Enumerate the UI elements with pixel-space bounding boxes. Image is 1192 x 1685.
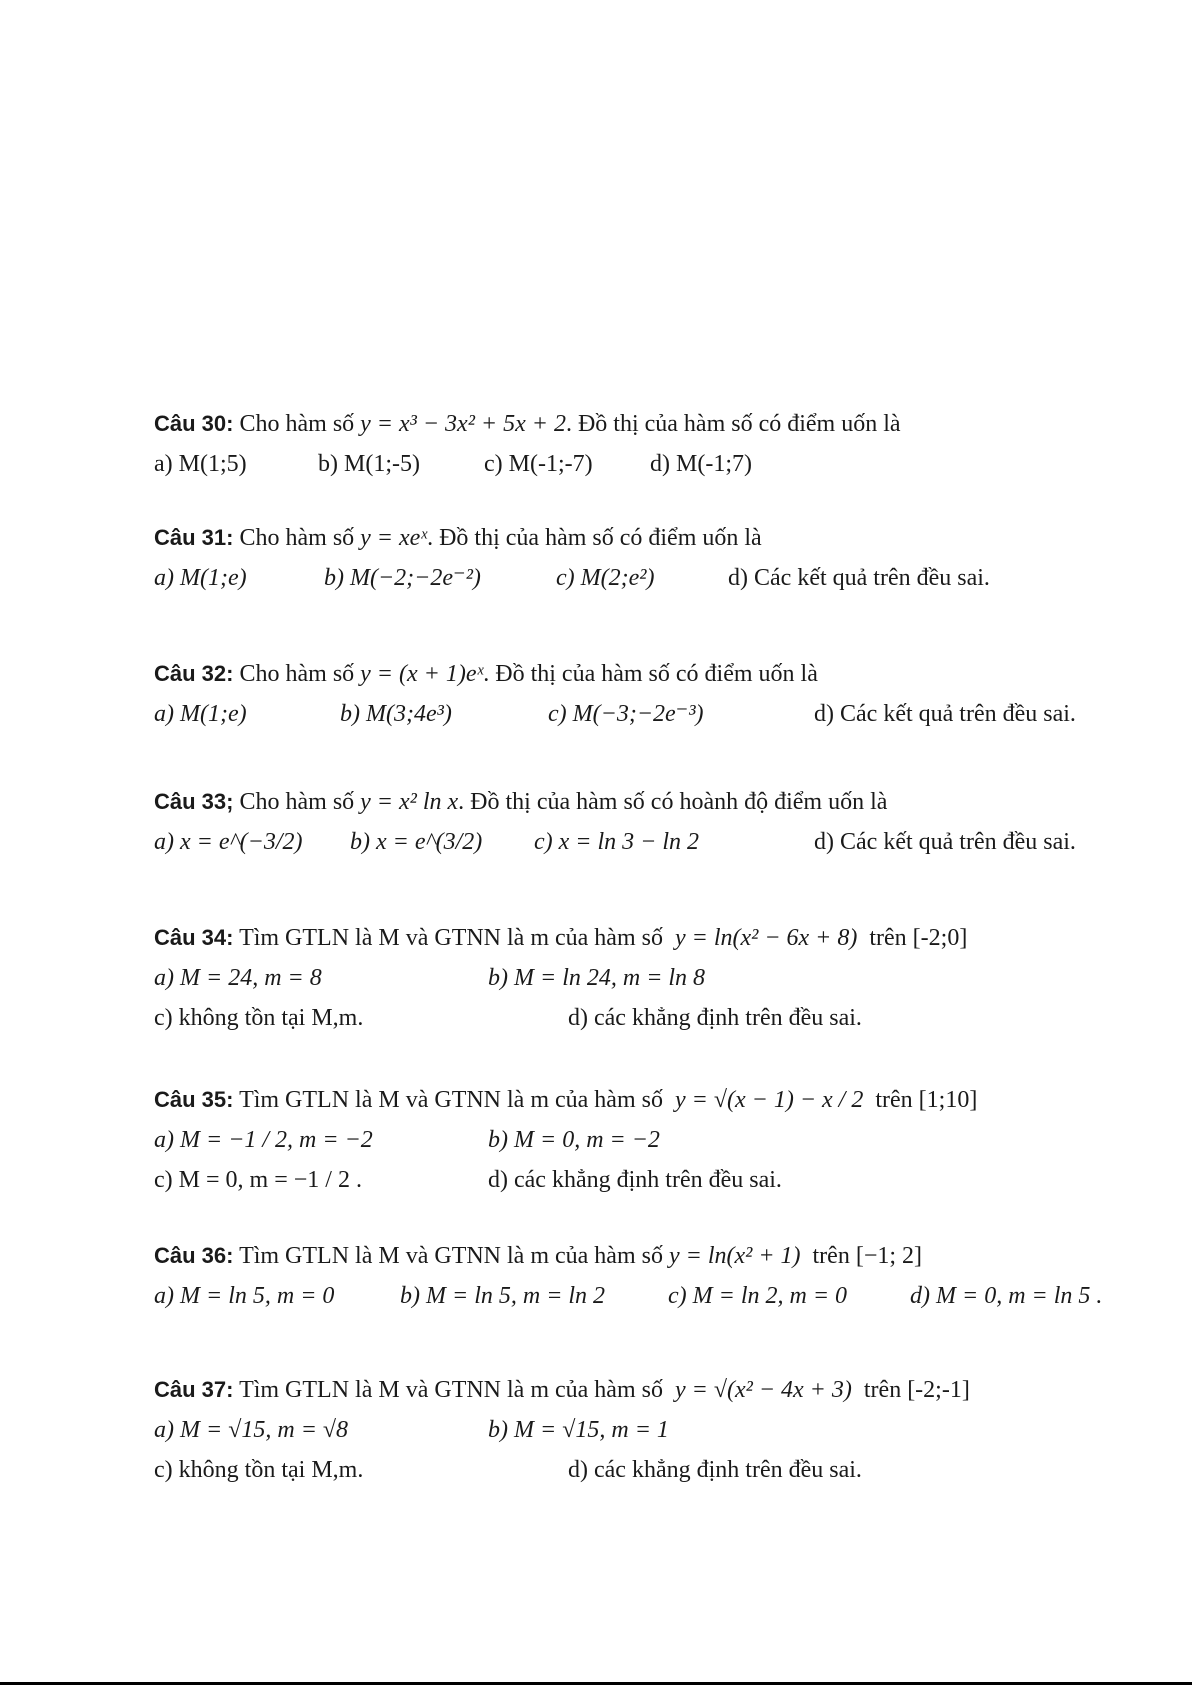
question-label: Câu 37: [154,1377,234,1402]
question-37 [154,1370,1144,1490]
question-label: Câu 30: [154,411,234,436]
question-formula: y = ln(x² − 6x + 8) [674,925,858,951]
question-32 [154,654,1144,734]
question-stem [154,1236,1144,1276]
answer-row [154,822,1144,862]
option-b: b) M(1;-5) [318,451,420,477]
question-30 [154,404,1144,484]
question-stem [154,404,1144,444]
answer-row [154,958,1144,998]
option-c: c) M = 0, m = −1 / 2 . [154,1167,362,1193]
question-stem [154,654,1144,694]
question-domain: trên [-2;-1] [863,1377,970,1403]
option-a: a) M = ln 5, m = 0 [154,1283,335,1309]
option-c: c) không tồn tại M,m. [154,1457,364,1483]
question-stem [154,782,1144,822]
question-intro: Tìm GTLN là M và GTNN là m của hàm số [239,925,663,951]
answer-row [154,1276,1144,1316]
option-b: b) x = e^(3/2) [350,829,483,855]
option-a: a) M = √15, m = √8 [154,1417,349,1443]
question-prompt: . Đồ thị của hàm số có điểm uốn là [565,411,901,437]
answer-row [154,1120,1144,1160]
question-label: Câu 32: [154,661,234,686]
option-b: b) M = √15, m = 1 [488,1417,669,1443]
option-d: d) M = 0, m = ln 5 . [910,1283,1103,1309]
question-formula: y = x³ − 3x² + 5x + 2 [360,411,566,437]
answer-row [154,558,1144,598]
question-formula: y = √(x − 1) − x / 2 [674,1087,864,1113]
option-b: b) M = 0, m = −2 [488,1127,660,1153]
question-34 [154,918,1144,1038]
question-prompt: . Đồ thị của hàm số có hoành độ điểm uốn là [458,789,888,815]
question-label: Câu 35: [154,1087,234,1112]
question-domain: trên [−1; 2] [812,1243,923,1269]
question-formula: y = (x + 1)eˣ [360,661,484,687]
question-stem [154,518,1144,558]
answer-row [154,444,1144,484]
option-c: c) M(2;e²) [556,565,655,591]
option-b: b) M(3;4e³) [340,701,452,727]
question-prompt: . Đồ thị của hàm số có điểm uốn là [427,525,762,551]
option-a: a) x = e^(−3/2) [154,829,303,855]
question-intro: Cho hàm số [239,661,355,687]
question-domain: trên [1;10] [875,1087,978,1113]
option-d: d) Các kết quả trên đều sai. [728,565,990,591]
option-c: c) x = ln 3 − ln 2 [534,829,700,855]
option-b: b) M = ln 24, m = ln 8 [488,965,706,991]
question-intro: Tìm GTLN là M và GTNN là m của hàm số [239,1087,663,1113]
option-a: a) M(1;e) [154,565,247,591]
option-c: c) M = ln 2, m = 0 [668,1283,848,1309]
option-a: a) M = 24, m = 8 [154,965,322,991]
question-31 [154,518,1144,598]
question-35 [154,1080,1144,1200]
question-domain: trên [-2;0] [869,925,968,951]
answer-row [154,1450,1144,1490]
question-intro: Tìm GTLN là M và GTNN là m của hàm số [239,1377,663,1403]
option-d: d) M(-1;7) [650,451,752,477]
answer-row [154,998,1144,1038]
question-formula: y = ln(x² + 1) [668,1243,801,1269]
question-label: Câu 34: [154,925,234,950]
question-stem [154,918,1144,958]
question-formula: y = x² ln x [360,789,459,815]
question-label: Câu 36: [154,1243,234,1268]
answer-row [154,1160,1144,1200]
question-label: Câu 31: [154,525,234,550]
option-c: c) không tồn tại M,m. [154,1005,364,1031]
option-d: d) Các kết quả trên đều sai. [814,829,1076,855]
question-formula: y = √(x² − 4x + 3) [674,1377,852,1403]
question-36 [154,1236,1144,1316]
option-d: d) các khẳng định trên đều sai. [568,1457,862,1483]
option-a: a) M(1;5) [154,451,247,477]
option-c: c) M(−3;−2e⁻³) [548,701,704,727]
question-intro: Cho hàm số [239,789,355,815]
option-d: d) các khẳng định trên đều sai. [568,1005,862,1031]
question-intro: Tìm GTLN là M và GTNN là m của hàm số [239,1243,663,1269]
answer-row [154,1410,1144,1450]
option-a: a) M(1;e) [154,701,247,727]
question-formula: y = xeˣ [360,525,428,551]
question-prompt: . Đồ thị của hàm số có điểm uốn là [483,661,818,687]
answer-row [154,694,1144,734]
option-d: d) các khẳng định trên đều sai. [488,1167,782,1193]
option-c: c) M(-1;-7) [484,451,593,477]
question-33 [154,782,1144,862]
question-stem [154,1370,1144,1410]
option-d: d) Các kết quả trên đều sai. [814,701,1076,727]
question-label: Câu 33; [154,789,234,814]
question-intro: Cho hàm số [239,525,355,551]
option-a: a) M = −1 / 2, m = −2 [154,1127,373,1153]
question-intro: Cho hàm số [239,411,355,437]
option-b: b) M = ln 5, m = ln 2 [400,1283,606,1309]
option-b: b) M(−2;−2e⁻²) [324,565,481,591]
question-stem [154,1080,1144,1120]
